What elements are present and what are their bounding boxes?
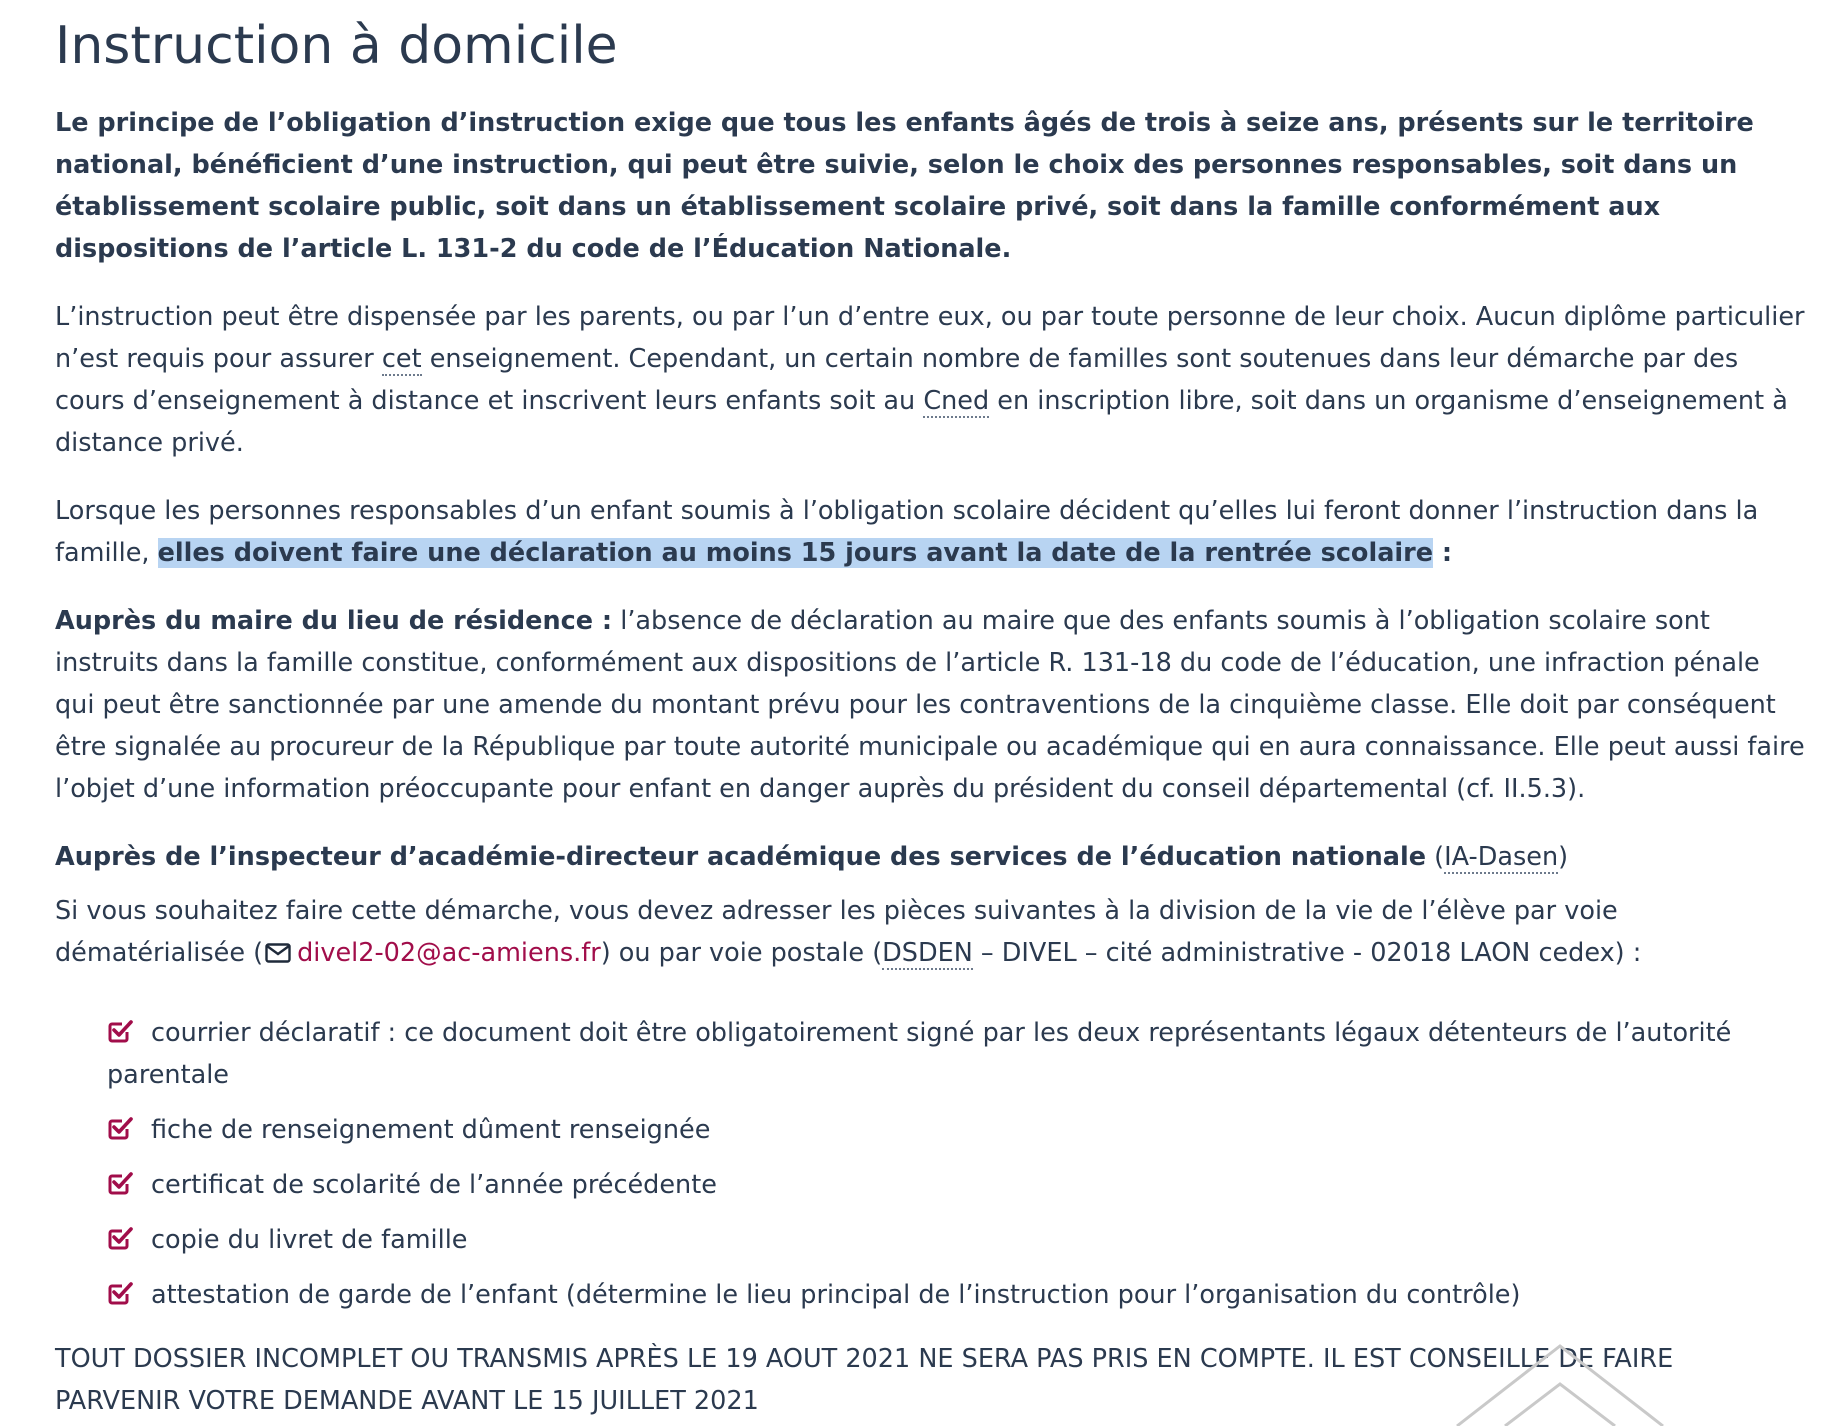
paragraph-text: en inscription libre, soit dans un organisme d’enseignement à distance privé. [55,386,1788,458]
abbr-dsden: DSDEN [882,938,973,968]
check-square-icon [107,1112,133,1138]
list-item [107,1164,1807,1206]
check-square-icon [107,1015,133,1041]
paragraph-text: l’absence de déclaration au maire que des enfants soumis à l’obligation scolaire sont instruits dans la famille constitue, conformément aux dispositions de l’article R. 131-18 du code de l’éducation, une infraction pénale qui peut être sanctionnée par une amende du montant prévu pour les contraventions de la cinquième classe. Elle doit par conséquent être signalée au procureur de la République par toute autorité municipale ou académique qui en aura connaissance. Elle peut aussi faire l’objet d’une information préoccupante pour enfant en danger auprès du président du conseil départemental (cf. II.5.3). [55,606,1805,804]
check-square-icon [107,1222,133,1248]
paragraph-demarche [55,890,1807,974]
inspecteur-heading: Auprès de l’inspecteur d’académie-directeur académique des services de l’éducation nationale [55,842,1427,872]
paragraph-text: L’instruction peut être dispensée par les parents, ou par l’un d’entre eux, ou par toute personne de leur choix. Aucun diplôme particulier n’est requis pour assurer [55,302,1805,374]
paragraph-inspecteur [55,836,1807,878]
list-item-label: fiche de renseignement dûment renseignée [151,1115,711,1145]
check-square-icon [107,1167,133,1193]
list-item-label: attestation de garde de l’enfant (détermine le lieu principal de l’instruction pour l’organisation du contrôle) [151,1280,1521,1310]
paragraph-text: – DIVEL – cité administrative - 02018 LAON cedex) : [972,938,1642,968]
deadline-notice: TOUT DOSSIER INCOMPLET OU TRANSMIS APRÈS LE 19 AOUT 2021 NE SERA PAS PRIS EN COMPTE. IL EST CONSEILLE DE FAIRE PARVENIR VOTRE DEMANDE AVANT LE 15 JUILLET 2021 [55,1344,1674,1416]
paragraph-declaration [55,490,1807,574]
document-checklist [107,1012,1807,1316]
chevron-up-icon[interactable] [1455,1340,1665,1426]
paragraph-text: Si vous souhaitez faire cette démarche, vous devez adresser les pièces suivantes à la division de la vie de l’élève par voie dématérialisée ( [55,896,1618,968]
paragraph-maire [55,600,1807,810]
highlighted-text: elles doivent faire une déclaration au moins 15 jours avant la date de la rentrée scolaire [157,538,1434,568]
paragraph-instruction [55,296,1807,464]
list-item [107,1219,1807,1261]
list-item-label: certificat de scolarité de l’année précédente [151,1170,717,1200]
lead-paragraph: Le principe de l’obligation d’instruction exige que tous les enfants âgés de trois à seize ans, présents sur le territoire national, bénéficient d’une instruction, qui peut être suivie, selon le choix des personnes responsables, soit dans un établissement scolaire public, soit dans un établissement scolaire privé, soit dans la famille conformément aux dispositions de l’article L. 131-2 du code de l’Éducation Nationale. [55,108,1754,264]
page-title: Instruction à domicile [55,16,618,76]
email-link[interactable]: divel2-02@ac-amiens.fr [297,938,601,968]
abbr-cet: cet [381,344,422,374]
paragraph-text: Lorsque les personnes responsables d’un enfant soumis à l’obligation scolaire décident qu’elles lui feront donner l’instruction dans la famille, [55,496,1759,568]
envelope-icon [265,934,291,954]
check-square-icon [107,1277,133,1303]
paren-close: ) [1558,842,1569,872]
list-item [107,1012,1807,1096]
paragraph-text: ) ou par voie postale ( [600,938,883,968]
paren-open: ( [1426,842,1445,872]
article [55,10,1807,1422]
abbr-cned: Cned [923,386,990,416]
paragraph-text: enseignement. Cependant, un certain nombre de familles sont soutenues dans leur démarche par des cours d’enseignement à distance et inscrivent leurs enfants soit au [55,344,1739,416]
maire-heading: Auprès du maire du lieu de résidence : [55,606,613,636]
list-item [107,1274,1807,1316]
list-item-label: copie du livret de famille [151,1225,468,1255]
list-item-label: courrier déclaratif : ce document doit être obligatoirement signé par les deux représentants légaux détenteurs de l’autorité parentale [107,1018,1732,1090]
list-item [107,1109,1807,1151]
colon-text: : [1433,538,1453,568]
abbr-ia-dasen: IA-Dasen [1444,842,1559,872]
